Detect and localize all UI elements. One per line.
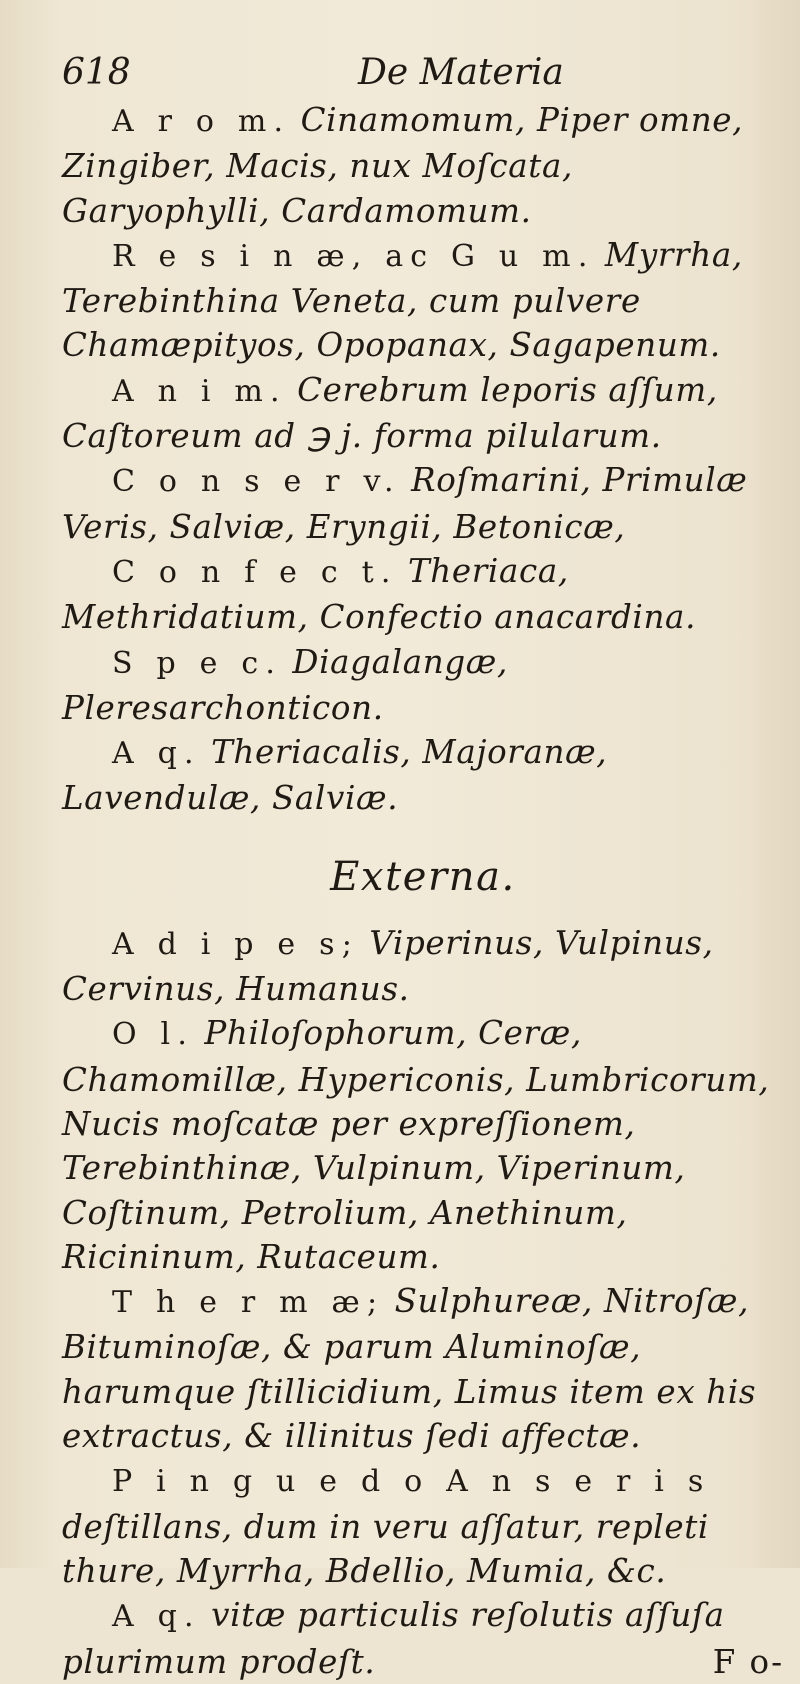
section-heading: Externa. xyxy=(330,853,516,900)
entry-adipes xyxy=(62,921,784,1012)
entry-label: A r o m. xyxy=(112,104,291,139)
entry-text: Sulphureæ, Nitroſæ, Bituminoſæ, & parum Aluminoſæ, harumque ſtillicidium, Limus item ex his extractus, & illinitus ſedi affectæ. xyxy=(62,1282,757,1456)
entry-text: Myrrha, Terebinthina Veneta, cum pulvere Chamæpityos, Opopanax, Sagapenum. xyxy=(62,235,743,365)
entry-label: A n i m. xyxy=(112,373,287,409)
entry-label: A q. xyxy=(112,736,201,772)
entry-pinguedo xyxy=(62,1458,784,1593)
entry-label: A d i p e s; xyxy=(112,926,360,962)
entry-text: Viperinus, Vulpinus, Cervinus, Humanus. xyxy=(62,923,714,1009)
page-number: 618 xyxy=(62,52,131,93)
entry-ol xyxy=(62,1011,784,1279)
entry-anim xyxy=(62,368,784,459)
entry-thermae xyxy=(62,1279,784,1458)
entry-label: T h e r m æ; xyxy=(112,1285,385,1321)
entry-spec xyxy=(62,640,784,731)
entry-label: A q. xyxy=(112,1599,201,1635)
entry-label: C o n f e c t. xyxy=(112,554,398,590)
entry-aq-vitae xyxy=(62,1593,784,1684)
entry-conserv xyxy=(62,458,784,549)
entry-label: S p e c. xyxy=(112,645,283,681)
entry-text: Theriaca, Methridatium, Confectio anacardina. xyxy=(62,551,697,637)
catchword: F o- xyxy=(712,1642,784,1681)
running-header xyxy=(62,52,762,102)
entry-label: R e s i n æ, ac G u m. xyxy=(112,238,595,274)
entry-text: Cinamomum, Piper omne, Zingiber, Macis, nux Moſcata, Garyophylli, Cardamomum. xyxy=(62,101,744,230)
page-body xyxy=(62,98,784,1684)
running-title: De Materia xyxy=(358,52,564,93)
entry-arom xyxy=(62,98,784,233)
entry-text: Roſmarini, Primulæ Veris, Salviæ, Eryngii, Betonicæ, xyxy=(62,461,748,546)
entry-text: Theriacalis, Majoranæ, Lavendulæ, Salviæ. xyxy=(62,733,608,818)
entry-text: Diagalangæ, Pleresarchonticon. xyxy=(62,642,508,727)
entry-resinae xyxy=(62,233,784,368)
entry-text: vitæ particulis reſolutis aſſuſa plurimum prodeſt. xyxy=(62,1596,725,1681)
entry-text: Cerebrum leporis aſſum, Caſtoreum ad ℈ j. forma pilularum. xyxy=(62,370,718,456)
entry-confect xyxy=(62,549,784,640)
entry-text: deſtillans, dum in veru aſſatur, repleti thure, Myrrha, Bdellio, Mumia, &c. xyxy=(62,1507,709,1590)
entry-label: O l. xyxy=(112,1017,195,1053)
entry-label: C o n s e r v. xyxy=(112,464,401,500)
entry-aq xyxy=(62,730,784,821)
entry-label: P i n g u e d o A n s e r i s xyxy=(112,1464,711,1500)
entry-text: Philoſophorum, Ceræ, Chamomillæ, Hypericonis, Lumbricorum, Nucis moſcatæ per expreſſionem, Terebinthinæ, Vulpinum, Viperinum, Coſtinum, Petrolium, Anethinum, Ricininum, Rutaceum. xyxy=(62,1014,770,1276)
